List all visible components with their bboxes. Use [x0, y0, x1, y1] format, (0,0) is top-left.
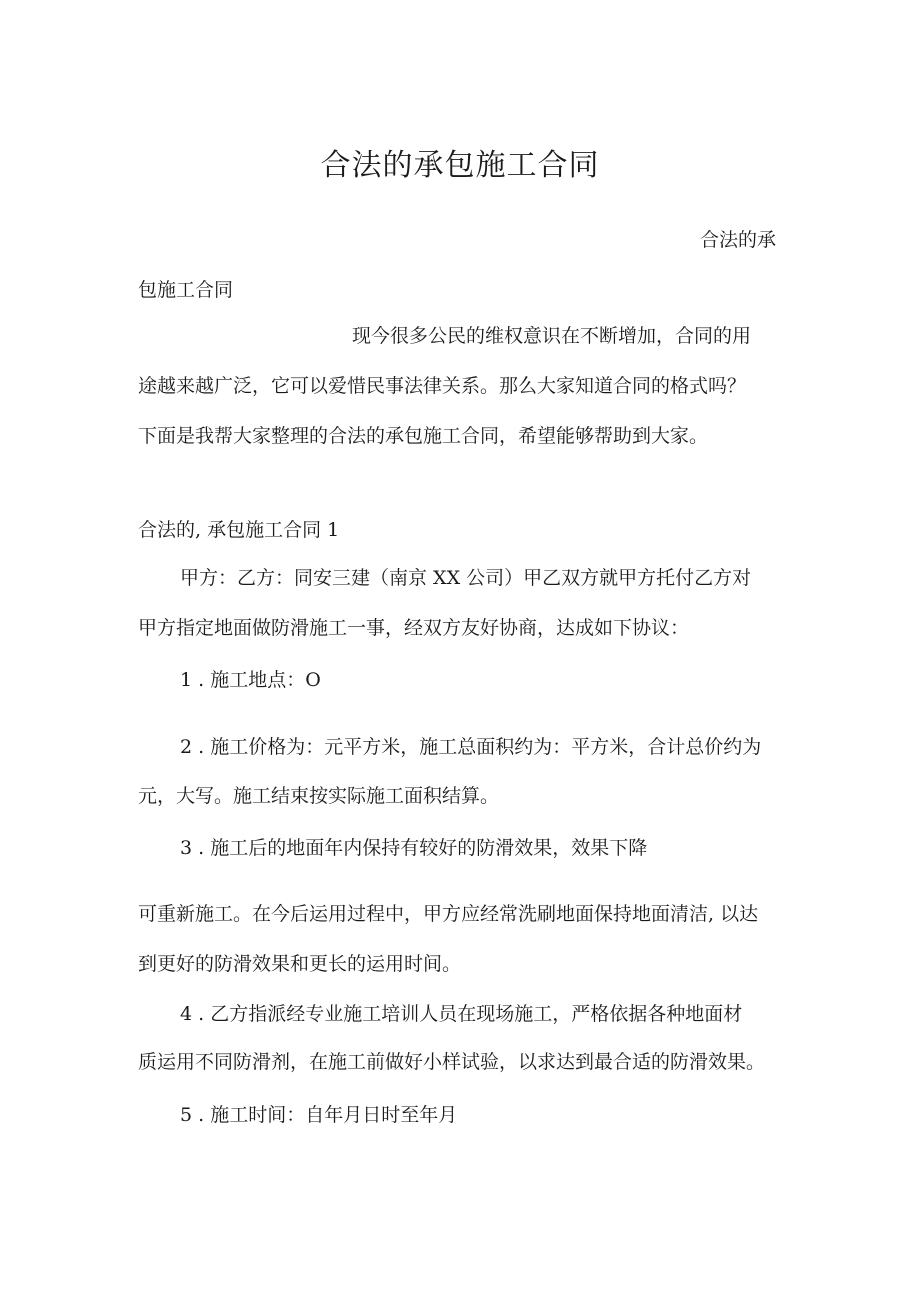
section-heading: 合法的, 承包施工合同 1	[138, 519, 340, 541]
intro-line-2: 途越来越广泛，它可以爱惜民事法律关系。那么大家知道合同的格式吗？	[138, 375, 747, 397]
parties-line-2: 甲方指定地面做防滑施工一事，经双方友好协商，达成如下协议：	[138, 617, 690, 639]
clause-3-line-3: 到更好的防滑效果和更长的运用时间。	[138, 953, 462, 975]
intro-line-1: 现今很多公民的维权意识在不断增加，合同的用	[352, 325, 752, 347]
parties-line-1: 甲方：乙方：同安三建（南京 XX 公司）甲乙双方就甲方托付乙方对	[180, 567, 752, 589]
clause-5-line-1: 5 . 施工时间：自年月日时至年月	[180, 1104, 458, 1126]
document-title: 合法的承包施工合同	[320, 148, 600, 183]
clause-3-line-2: 可重新施工。在今后运用过程中，甲方应经常洗刷地面保持地面清洁, 以达	[138, 903, 759, 925]
clause-4-line-2: 质运用不同防滑剂，在施工前做好小样试验，以求达到最合适的防滑效果。	[138, 1051, 766, 1073]
clause-2-line-2: 元，大写。施工结束按实际施工面积结算。	[138, 785, 500, 807]
clause-1-line-1: 1 . 施工地点：O	[180, 669, 321, 691]
clause-4-line-1: 4 . 乙方指派经专业施工培训人员在现场施工，严格依据各种地面材	[180, 1003, 743, 1025]
subtitle-line-2: 包施工合同	[138, 279, 234, 301]
clause-2-line-1: 2 . 施工价格为：元平方米，施工总面积约为：平方米，合计总价约为	[180, 736, 762, 758]
clause-3-line-1: 3 . 施工后的地面年内保持有较好的防滑效果，效果下降	[180, 837, 648, 859]
subtitle-line-1: 合法的承	[700, 229, 777, 251]
intro-line-3: 下面是我帮大家整理的合法的承包施工合同，希望能够帮助到大家。	[138, 425, 709, 447]
